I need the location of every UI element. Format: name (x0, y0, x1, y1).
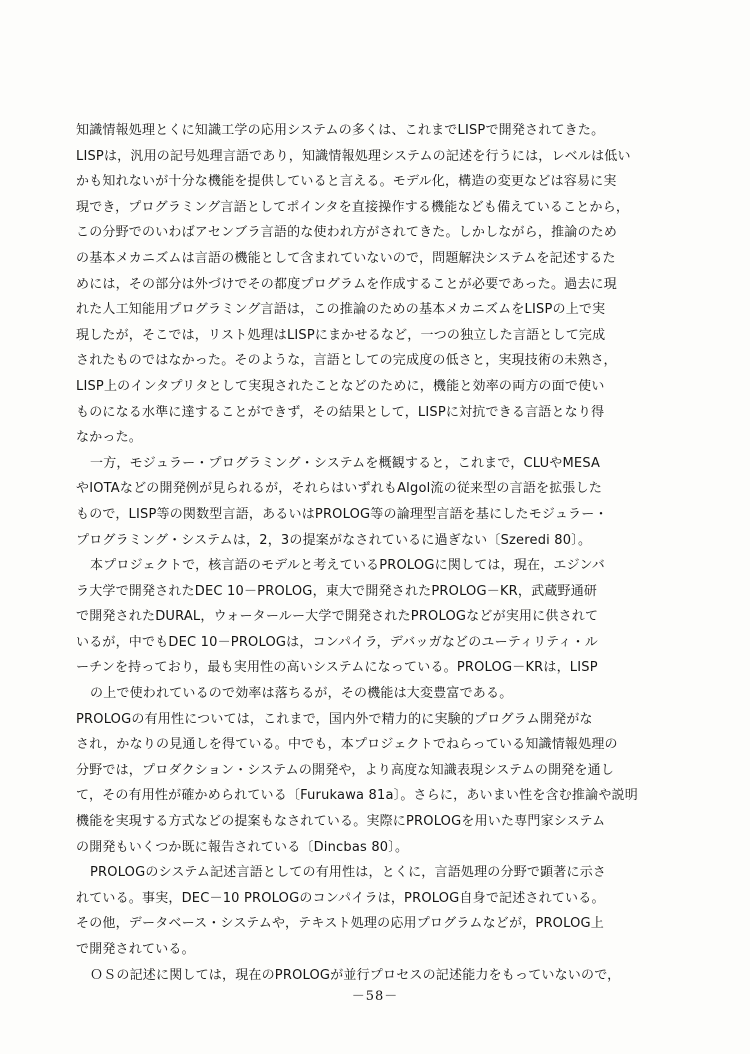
text-line: 現でき，プログラミング言語としてポインタを直接操作する機能なども備えていることから， (76, 199, 630, 215)
text-line: で開発されている。 (76, 942, 195, 957)
page-number: －58－ (351, 989, 399, 1004)
text-line: て，その有用性が確かめられている〔Furukawa 81a〕。さらに，あいまい性を含む推論や説明 (76, 788, 638, 804)
text-line: LISPは，汎用の記号処理言語であり，知識情報処理システムの記述を行うには，レベルは低い (76, 148, 631, 164)
text-line: 機能を実現する方式などの提案もなされている。実際にPROLOGを用いた専門家システム (76, 814, 606, 830)
text-line: その他，データベース・システムや，テキスト処理の応用プログラムなどが，PROLOG上 (76, 916, 604, 932)
text-line: やIOTAなどの開発例が見られるが，それらはいずれもAlgol流の従来型の言語を拡張した (76, 481, 603, 497)
text-line: れている。事実，DEC－10 PROLOGのコンパイラは，PROLOG自身で記述されている。 (76, 890, 605, 906)
text-line: ーチンを持っており，最も実用性の高いシステムになっている。PROLOG－KRは，LISP (76, 660, 598, 676)
text-line: LISP上のインタプリタとして実現されたことなどのために，機能と効率の両方の面で使い (76, 378, 605, 394)
text-line: されたものではなかった。そのような，言語としての完成度の低さと，実現技術の未熟さ， (76, 353, 617, 369)
text-line: の開発もいくつか既に報告されている〔Dincbas 80〕。 (76, 839, 409, 855)
text-line: の基本メカニズムは言語の機能として含まれていないので，問題解決システムを記述するた (76, 250, 616, 266)
text-line: の上で使われているので効率は落ちるが，その機能は大変豊富である。 (90, 686, 513, 702)
text-line: 現したが，そこでは，リスト処理はLISPにまかせるなど，一つの独立した言語として完成 (76, 327, 606, 343)
text-line: かも知れないが十分な機能を提供していると言える。モデル化，構造の変更などは容易に実 (76, 174, 617, 190)
text-line: ものになる水準に達することができず，その結果として，LISPに対抗できる言語となり得 (76, 404, 605, 420)
text-line: ラ大学で開発されたDEC 10－PROLOG，東大で開発されたPROLOG－KR，武蔵野通研 (76, 583, 598, 599)
body-text (76, 118, 646, 988)
text-line: もので，LISP等の関数型言語，あるいはPROLOG等の論理型言語を基にしたモジュラー・ (76, 506, 608, 522)
text-line: ＯＳの記述に関しては，現在のPROLOGが並行プロセスの記述能力をもっていないので， (90, 967, 621, 983)
text-line: され，かなりの見通しを得ている。中でも，本プロジェクトでねらっている知識情報処理の (76, 737, 618, 753)
text-line: 一方，モジュラー・プログラミング・システムを概観すると，これまで，CLUやMESA (90, 455, 601, 471)
text-line: プログラミング・システムは，2，3の提案がなされているに過ぎない〔Szeredi 80〕。 (76, 532, 592, 548)
text-line: 知識情報処理とくに知識工学の応用システムの多くは、これまでLISPで開発されてきた。 (76, 123, 605, 138)
text-line: いるが，中でもDEC 10－PROLOGは，コンパイラ，デバッガなどのユーティリティ・ル (76, 634, 598, 650)
text-line: れた人工知能用プログラミング言語は，この推論のための基本メカニズムをLISPの上で実 (76, 302, 606, 318)
text-line: 本プロジェクトで，核言語のモデルと考えているPROLOGに関しては，現在，エジンバ (90, 558, 605, 574)
text-line: PROLOGの有用性については，これまで，国内外で精力的に実験的プログラム開発がな (76, 711, 593, 727)
text-line: なかった。 (76, 430, 143, 446)
text-line: めには，その部分は外づけでその都度プログラムを作成することが必要であった。過去に現 (76, 276, 617, 292)
text-line: 分野では，プロダクション・システムの開発や，より高度な知識表現システムの開発を通し (76, 762, 615, 778)
text-line: この分野でのいわばアセンブラ言語的な使われ方がされてきた。しかしながら，推論のため (76, 225, 618, 241)
text-line: PROLOGのシステム記述言語としての有用性は，とくに，言語処理の分野で顕著に示さ (90, 865, 607, 881)
text-line: で開発されたDURAL，ウォータールー大学で開発されたPROLOGなどが実用に供されて (76, 609, 599, 625)
